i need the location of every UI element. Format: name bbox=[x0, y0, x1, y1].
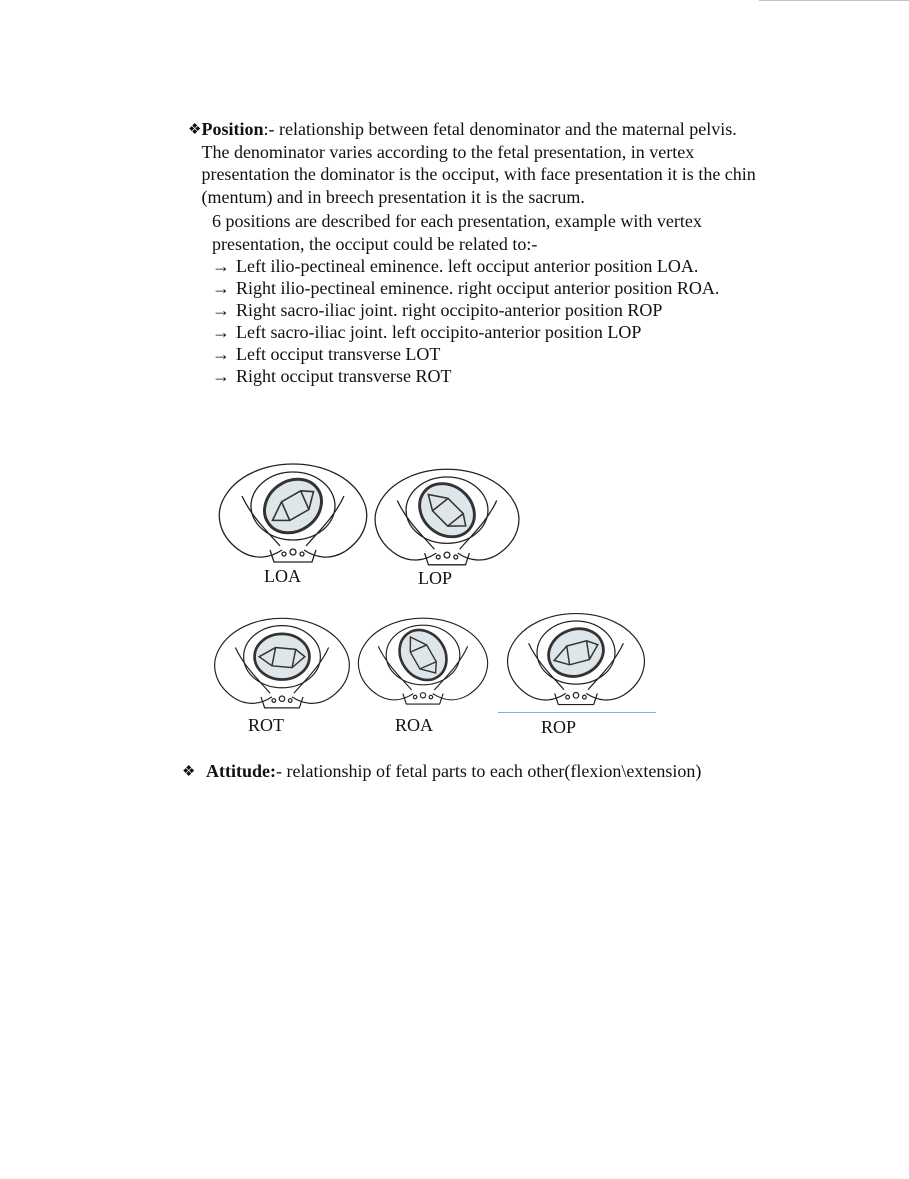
arrow-icon: → bbox=[212, 300, 230, 320]
attitude-section bbox=[182, 760, 782, 783]
position-intro: 6 positions are described for each presentation, example with vertex presentation, the occiput could be related to:- bbox=[212, 211, 702, 254]
fetal-head bbox=[409, 473, 485, 548]
diamond-bullet-icon: ❖ bbox=[188, 122, 202, 138]
arrow-icon: → bbox=[212, 256, 230, 276]
position-term: Position bbox=[201, 119, 264, 139]
diamond-bullet-icon: ❖ bbox=[182, 764, 196, 780]
list-item: → Right ilio-pectineal eminence. right occiput anterior position ROA. bbox=[212, 278, 720, 298]
position-list bbox=[212, 255, 758, 387]
arrow-icon: → bbox=[212, 278, 230, 298]
list-item: → Right occiput transverse ROT bbox=[212, 366, 452, 386]
list-item: → Left occiput transverse LOT bbox=[212, 344, 441, 364]
rop-pelvis-figure bbox=[496, 608, 656, 712]
list-item: → Left sacro-iliac joint. left occipito-anterior position LOP bbox=[212, 322, 642, 342]
roa-pelvis-figure bbox=[352, 608, 494, 716]
list-item: → Right sacro-iliac joint. right occipito-anterior position ROP bbox=[212, 300, 663, 320]
position-paragraph bbox=[201, 118, 758, 208]
rot-pelvis-figure bbox=[208, 610, 356, 718]
attitude-term: Attitude: bbox=[206, 761, 276, 781]
arrow-icon: → bbox=[212, 322, 230, 342]
roa-label: ROA bbox=[395, 715, 434, 735]
rop-label: ROP bbox=[541, 717, 577, 737]
lop-label: LOP bbox=[418, 568, 453, 588]
arrow-icon: → bbox=[212, 366, 230, 386]
rot-label: ROT bbox=[248, 715, 284, 735]
position-section bbox=[188, 118, 758, 387]
arrow-icon: → bbox=[212, 344, 230, 364]
lop-pelvis-figure bbox=[368, 462, 526, 574]
list-item: → Left ilio-pectineal eminence. left occiput anterior position LOA. bbox=[212, 256, 699, 276]
fetal-head bbox=[255, 634, 310, 680]
attitude-paragraph bbox=[206, 760, 701, 783]
attitude-bullet-row bbox=[182, 760, 782, 783]
fetal-head bbox=[542, 621, 610, 684]
position-definition: :- relationship between fetal denominator and the maternal pelvis. The denominator varies according to the fetal presentation, in vertex presentation the dominator is the occiput, with face presentation it is the chin (mentum) and in breech presentation it is the sacrum. bbox=[201, 119, 756, 207]
position-bullet-row bbox=[188, 118, 758, 208]
attitude-definition: - relationship of fetal parts to each other(flexion\extension) bbox=[276, 761, 702, 781]
scan-edge-line bbox=[759, 0, 909, 1]
loa-pelvis-figure bbox=[212, 458, 374, 570]
rop-underline bbox=[498, 712, 656, 713]
loa-label: LOA bbox=[264, 566, 301, 586]
